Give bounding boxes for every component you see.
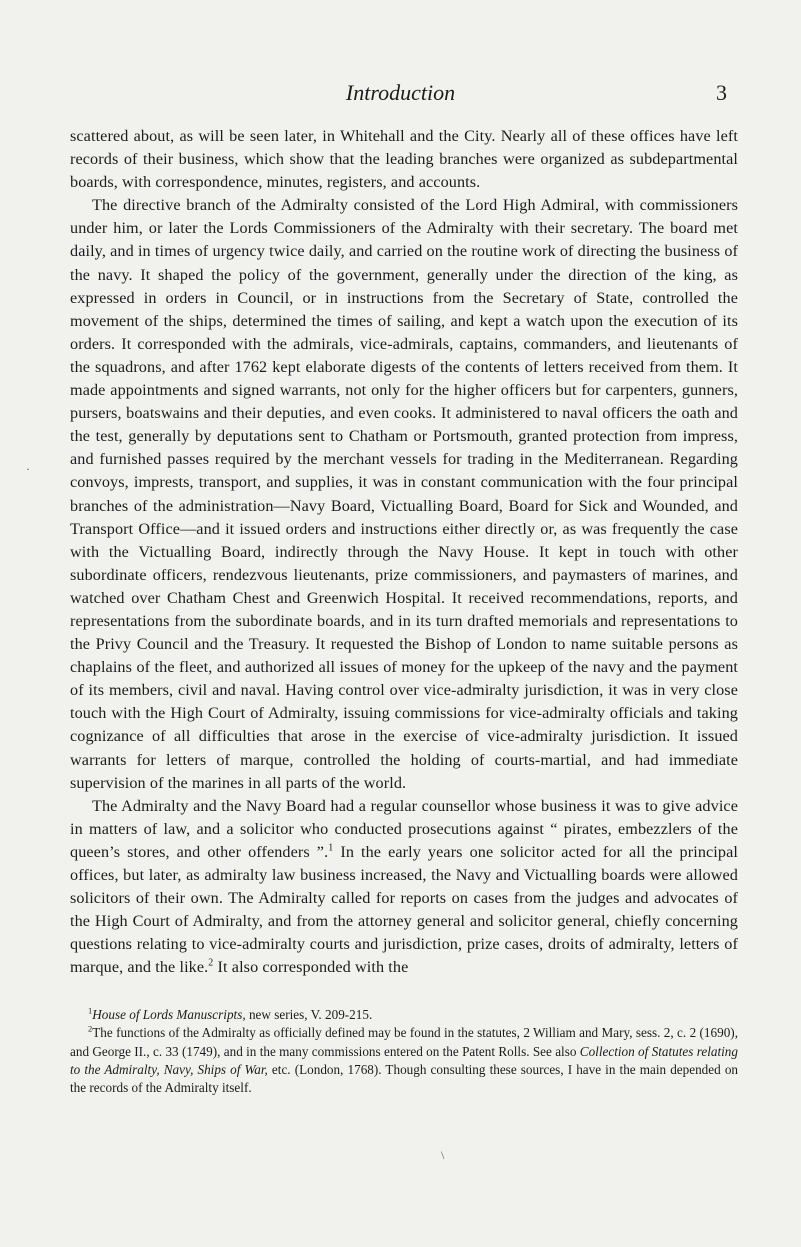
paragraph-3-part-a: The Admiralty and the Navy Board had a regular counsellor whose business it was to give advice in matters of law, and a solicitor who conducted prosecutions against “ pirates, embezzlers of the queen’s stores, and other offenders ”. bbox=[70, 796, 738, 861]
margin-mark-left: · bbox=[26, 462, 30, 476]
footnote-2-title: Collection of Statutes relating to the Admiralty, Navy, Ships of War, bbox=[70, 1043, 738, 1077]
paragraph-3-part-b: In the early years one solicitor acted for all the principal offices, but later, as admiralty law business increased, the Navy and Victualling boards were allowed solicitors of their own. The Admiralty called for reports on cases from the judges and advocates of the High Court of Admiralty, and from the attorney general and solicitor general, chiefly concerning questions relating to vice-admiralty courts and jurisdiction, prize cases, droits of admiralty, letters of marque, and the like. bbox=[70, 842, 738, 977]
page-number: 3 bbox=[716, 80, 727, 105]
footnotes bbox=[70, 1006, 738, 1097]
paragraph-3-part-c: It also corresponded with the bbox=[213, 958, 409, 977]
margin-mark-bottom: \ bbox=[441, 1148, 445, 1162]
footnote-1 bbox=[70, 1006, 738, 1024]
footnote-2 bbox=[70, 1024, 738, 1097]
footnote-1-text: new series, V. 209-215. bbox=[245, 1007, 373, 1022]
page-header bbox=[0, 78, 801, 108]
running-head: Introduction bbox=[345, 80, 456, 105]
paragraph-1: scattered about, as will be seen later, in Whitehall and the City. Nearly all of these offices have left records of their business, which show that the leading branches were organized as subdepartmental boards, with correspondence, minutes, registers, and accounts. bbox=[70, 127, 738, 192]
footnote-ref-2: 2 bbox=[208, 957, 214, 969]
footnote-2-text-a: The functions of the Admiralty as officially defined may be found in the statutes, 2 William and Mary, sess. 2, c. 2 (1690), and George II., c. 33 (1749), and in the many commissions entered on the Patent Rolls. See also bbox=[70, 1025, 738, 1059]
paragraph-2: The directive branch of the Admiralty consisted of the Lord High Admiral, with commissioners under him, or later the Lords Commissioners of the Admiralty with their secretary. The board met daily, and in times of urgency twice daily, and carried on the routine work of directing the business of the navy. It shaped the policy of the government, generally under the direction of the king, as expressed in orders in Council, or in instructions from the Secretary of State, controlled the movement of the ships, determined the times of sailing, and kept a watch upon the execution of its orders. It corresponded with the admirals, vice-admirals, captains, commanders, and lieutenants of the squadrons, and after 1762 kept elaborate digests of the contents of letters received from them. It made appointments and signed warrants, not only for the higher officers but for carpenters, gunners, pursers, boatswains and their deputies, and even cooks. It administered to naval officers the oath and the test, generally by deputations sent to Chatham or Portsmouth, granted protection from impress, and furnished passes required by the merchant vessels for trading in the Mediterranean. Regarding convoys, imprests, transport, and supplies, it was in constant communication with the four principal branches of the administration—Navy Board, Victualling Board, Board for Sick and Wounded, and Transport Office—and it issued orders and instructions either directly or, as was frequently the case with the Victualling Board, indirectly through the Navy House. It kept in touch with other subordinate officers, rendezvous lieutenants, prize commissioners, and paymasters of marines, and watched over Chatham Chest and Greenwich Hospital. It received recommendations, reports, and representations from the subordinate boards, and in its turn drafted memorials and representations to the Privy Council and the Treasury. It requested the Bishop of London to name suitable persons as chaplains of the fleet, and authorized all issues of money for the upkeep of the navy and the payment of its members, civil and naval. Having control over vice-admiralty jurisdiction, it was in very close touch with the High Court of Admiralty, issuing commissions for vice-admiralty officials and taking cognizance of all difficulties that arose in the exercise of vice-admiralty jurisdiction. It issued warrants for letters of marque, controlled the holding of courts-martial, and had immediate supervision of the marines in all parts of the world. bbox=[70, 196, 738, 792]
footnote-2-number: 2 bbox=[88, 1023, 93, 1034]
footnote-1-title: House of Lords Manuscripts, bbox=[92, 1007, 246, 1022]
footnote-1-number: 1 bbox=[88, 1005, 93, 1016]
footnote-ref-1: 1 bbox=[328, 842, 334, 854]
paragraph-3 bbox=[70, 795, 738, 980]
footnote-2-text-b: etc. (London, 1768). Though consulting these sources, I have in the main depended on the records of the Admiralty itself. bbox=[70, 1061, 739, 1096]
body-text bbox=[70, 125, 738, 979]
